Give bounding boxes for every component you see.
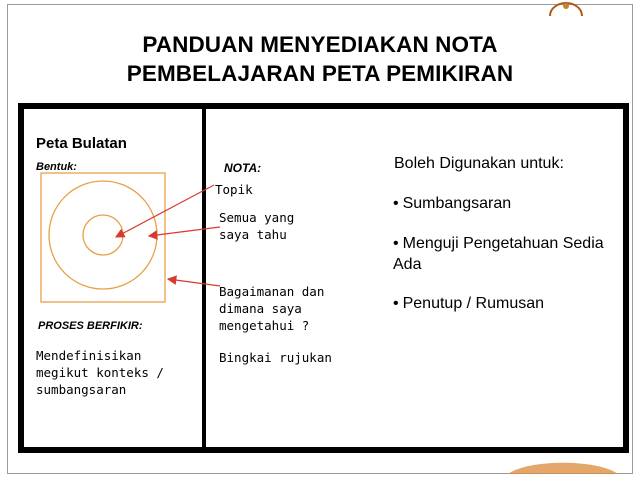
note-how-where: Bagaimanan dan dimana saya mengetahui ? [219, 284, 325, 333]
arrow-icon [168, 279, 220, 286]
title-line-1: PANDUAN MENYEDIAKAN NOTA [142, 32, 498, 57]
nota-label: NOTA: [224, 161, 262, 175]
circle-map-diagram [24, 109, 623, 447]
outer-circle [49, 181, 157, 289]
title-line-2: PEMBELAJARAN PETA PEMIKIRAN [126, 61, 514, 86]
page-title [60, 30, 580, 88]
note-frame-of-reference: Bingkai rujukan [219, 350, 332, 365]
decorative-tab [508, 455, 618, 474]
usage-item-label: Menguji Pengetahuan Sedia Ada [393, 235, 604, 273]
frame-of-reference-square [41, 173, 165, 302]
map-type-heading: Peta Bulatan [36, 135, 127, 152]
bullet-icon: • [393, 295, 399, 312]
note-topic: Topik [215, 182, 253, 197]
thinking-process-text: Mendefinisikan megikut konteks / sumbangsaran [36, 348, 164, 397]
thinking-process-label: PROSES BERFIKIR: [38, 320, 143, 332]
bullet-icon: • [393, 235, 399, 252]
content-panel [18, 103, 629, 453]
usage-item-label: Penutup / Rumusan [402, 295, 545, 312]
usage-item-label: Sumbangsaran [402, 195, 512, 212]
bullet-icon: • [393, 195, 399, 212]
inner-circle [83, 215, 123, 255]
shape-label: Bentuk: [36, 161, 77, 173]
arrow-icon [149, 227, 220, 236]
note-all-known: Semua yang saya tahu [219, 210, 295, 242]
crest-icon [546, 0, 586, 16]
usage-heading: Boleh Digunakan untuk: [394, 155, 564, 172]
